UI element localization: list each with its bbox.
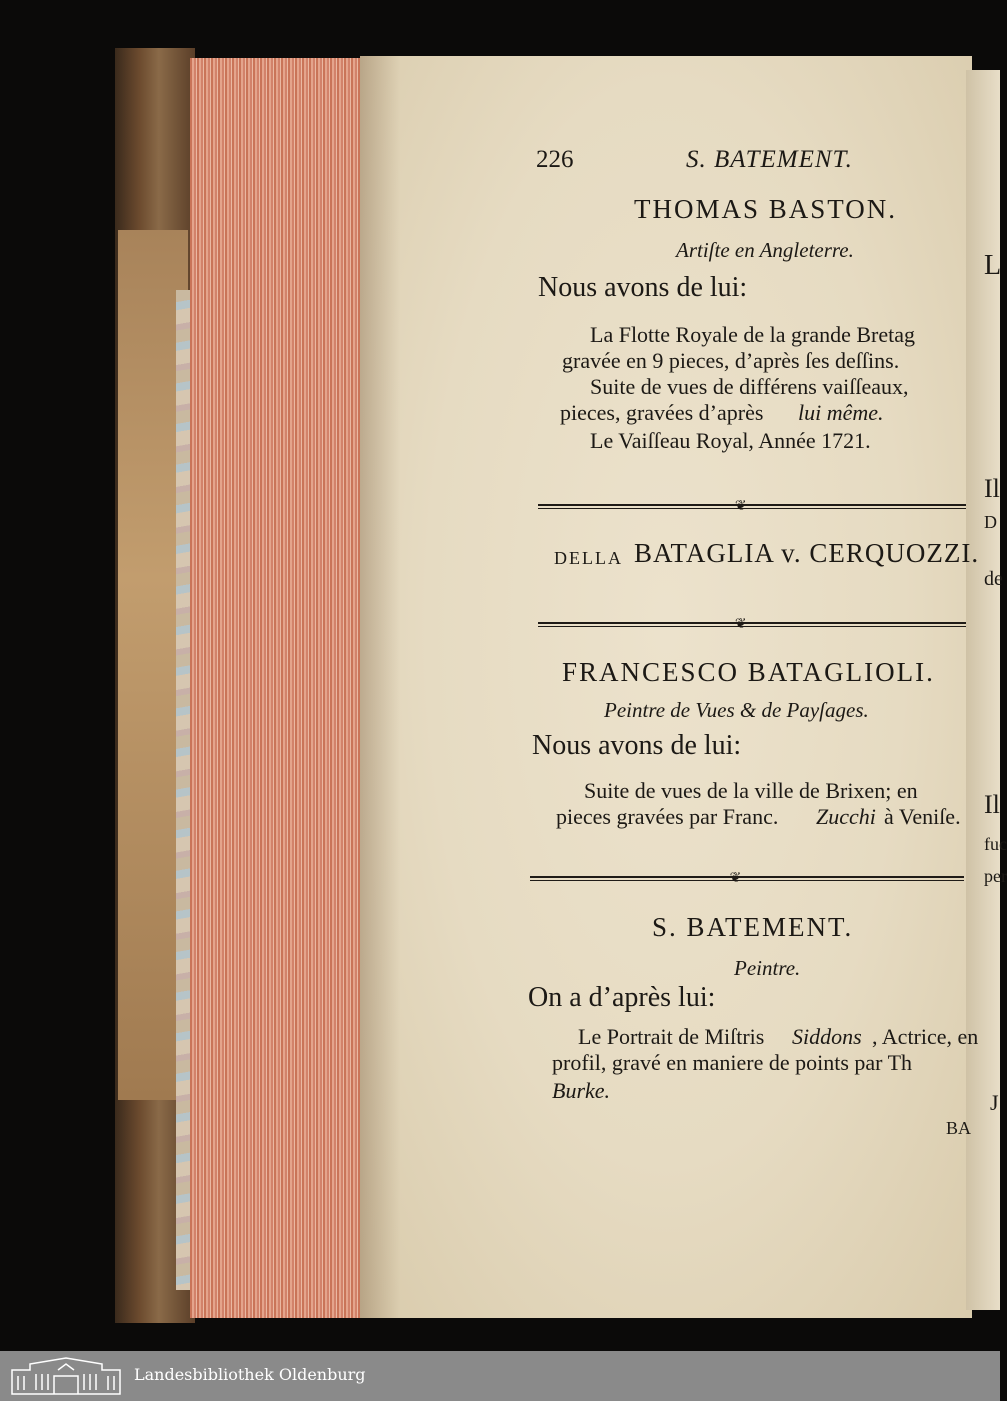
ornament-icon: ❦ (734, 617, 747, 632)
page-block-red-edge (190, 58, 362, 1318)
library-name: Landesbibliothek Oldenburg (134, 1365, 366, 1384)
entry-name: FRANCESCO BATAGLIOLI. (562, 657, 935, 687)
entry-line: Suite de vues de la ville de Brixen; en (584, 778, 918, 803)
ornamental-rule (538, 499, 966, 514)
facing-fragment: Il (984, 790, 1000, 819)
entry-line: La Flotte Royale de la grande Bretag (590, 322, 915, 347)
entry-lead: Nous avons de lui: (538, 272, 748, 303)
entry-line-italic: lui même. (798, 400, 884, 425)
entry-role: Peintre de Vues & de Payſages. (604, 698, 869, 722)
catchword: BA (946, 1118, 972, 1138)
entry-line: pieces, gravées d’après (560, 400, 764, 425)
ornamental-rule (530, 871, 964, 886)
entry-line: profil, gravé en maniere de points par Th (552, 1050, 913, 1075)
ornamental-rule (538, 617, 966, 632)
gutter-shadow (360, 56, 400, 1318)
ornament-icon: ❦ (734, 499, 747, 514)
entry-line-italic: Siddons (792, 1024, 862, 1049)
entry-name: THOMAS BASTON. (634, 194, 898, 224)
ornament-icon: ❦ (729, 871, 742, 886)
page-number: 226 (536, 146, 574, 173)
facing-fragment: Il (984, 474, 1000, 503)
running-title: S. BATEMENT. (686, 146, 853, 173)
entry-line-italic: Burke. (552, 1078, 611, 1103)
entry-name: S. BATEMENT. (652, 912, 854, 942)
entry-line: Suite de vues de différens vaiſſeaux, (590, 374, 909, 399)
entry-line: , Actrice, en (872, 1024, 979, 1049)
entry-line: Le Vaiſſeau Royal, Année 1721. (590, 428, 871, 453)
facing-fragment: de (984, 568, 1003, 590)
entry-line: à Veniſe. (884, 804, 961, 829)
entry-line: pieces gravées par Franc. (556, 804, 779, 829)
entry-role: Artiſte en Angleterre. (676, 238, 854, 262)
facing-fragment: L (984, 250, 1002, 281)
facing-fragment: per (984, 866, 1007, 886)
entry-prefix: DELLA (554, 548, 623, 568)
entry-name: BATAGLIA v. CERQUOZZI. (634, 538, 980, 568)
entry-role: Peintre. (734, 956, 801, 980)
facing-fragment: fuc (984, 834, 1007, 854)
entry-lead: Nous avons de lui: (532, 730, 742, 761)
entry-lead: On a d’après lui: (528, 982, 716, 1013)
facing-fragment: D (984, 512, 997, 532)
library-building-icon (10, 1356, 122, 1396)
facing-fragment: J (990, 1090, 999, 1115)
entry-line: Le Portrait de Miſtris (578, 1024, 765, 1049)
entry-line: gravée en 9 pieces, d’après ſes deſſins. (562, 348, 900, 373)
entry-line-italic: Zucchi (816, 804, 876, 829)
